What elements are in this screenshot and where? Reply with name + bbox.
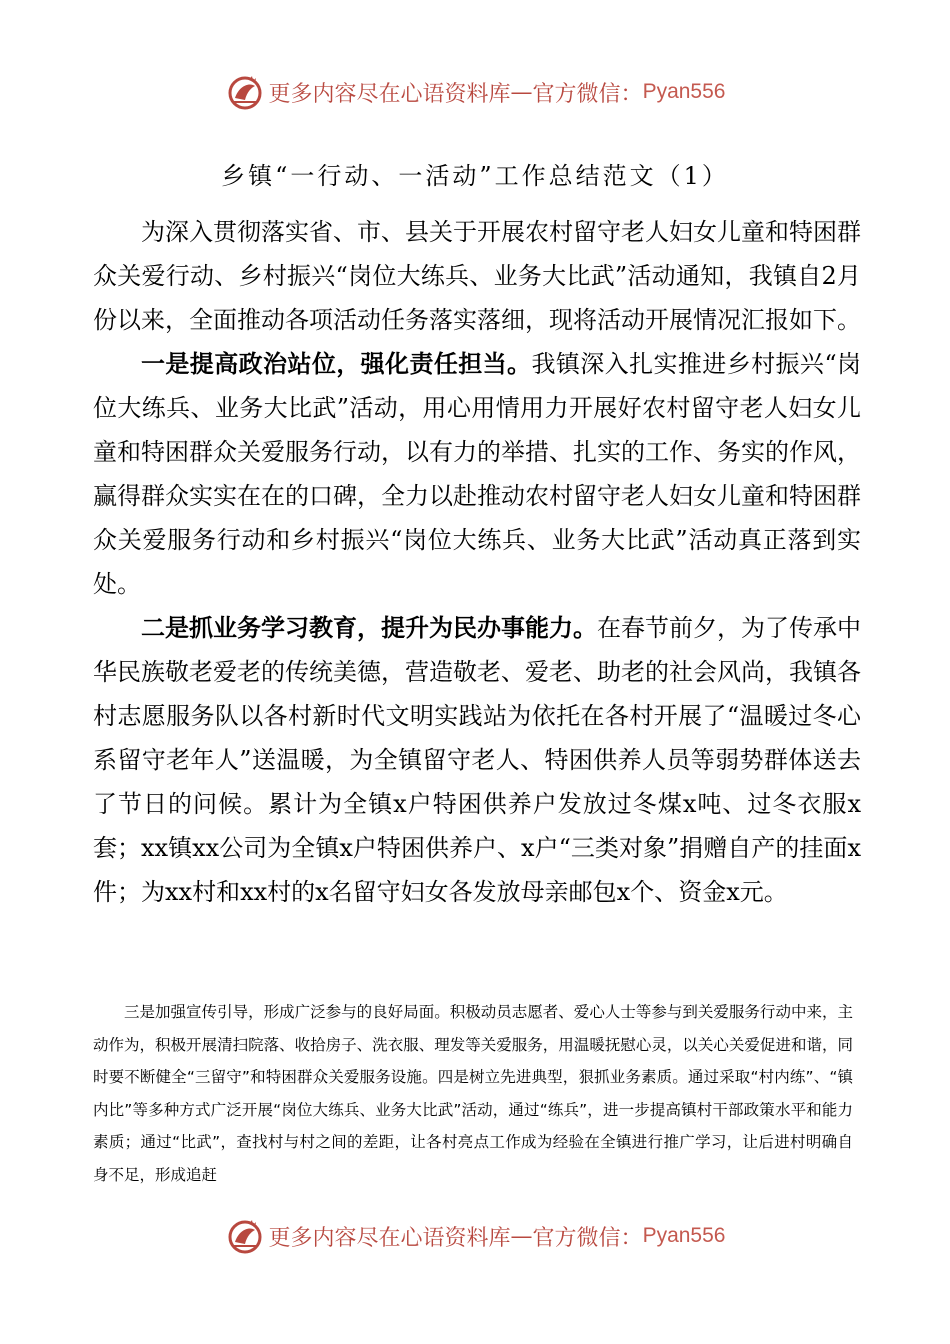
banner-separator: —: [510, 79, 533, 105]
footer-banner: [0, 1214, 950, 1258]
header-banner: [0, 70, 950, 114]
paragraph-text: 我镇深入扎实推进乡村振兴“岗位大练兵、业务大比武”活动，用心用情用力开展好农村留守老人妇女儿童和特困群众关爱服务行动，以有力的举措、扎实的工作、务实的作风，赢得群众实实在在的口碑，全力以赴推动农村留守老人妇女儿童和特困群众关爱服务行动和乡村振兴“岗位大练兵、业务大比武”活动真正落到实处。: [93, 350, 861, 598]
paragraph-two: [93, 606, 861, 914]
paragraph-text: 为深入贯彻落实省、市、县关于开展农村留守老人妇女儿童和特困群众关爱行动、乡村振兴“岗位大练兵、业务大比武”活动通知，我镇自2月份以来，全面推动各项活动任务落实落细，现将活动开展情况汇报如下。: [93, 218, 861, 334]
banner-text: 更多内容尽在心语资料库: [268, 1225, 511, 1251]
banner-wechat-id: Pyan556: [642, 80, 726, 103]
banner-text: 更多内容尽在心语资料库: [268, 81, 511, 107]
rooster-logo-icon: [225, 72, 265, 112]
paragraph-one: [93, 342, 861, 606]
banner-wechat-label: 官方微信：: [532, 1225, 643, 1251]
paragraph-text: 在春节前夕，为了传承中华民族敬老爱老的传统美德，营造敬老、爱老、助老的社会风尚，我镇各村志愿服务队以各村新时代文明实践站为依托在各村开展了“温暖过冬心系留守老年人”送温暖，为全镇留守老人、特困供养人员等弱势群体送去了节日的问候。累计为全镇x户特困供养户发放过冬煤x吨、过冬衣服x套；xx镇xx公司为全镇x户特困供养户、x户“三类对象”捐赠自产的挂面x件；为xx村和xx村的x名留守妇女各发放母亲邮包x个、资金x元。: [93, 614, 861, 906]
paragraph-intro: [93, 210, 861, 342]
rooster-logo-icon: [225, 1216, 265, 1256]
paragraph-lead: 二是抓业务学习教育，提升为民办事能力。: [141, 613, 597, 642]
document-title: 乡镇“一行动、一活动”工作总结范文（1）: [221, 162, 729, 190]
paragraph-lead: 一是提高政治站位，强化责任担当。: [141, 349, 532, 378]
paragraph-three-four: 三是加强宣传引导，形成广泛参与的良好局面。积极动员志愿者、爱心人士等参与到关爱服务行动中来，主动作为，积极开展清扫院落、收拾房子、洗衣服、理发等关爱服务，用温暖抚慰心灵，以关心关爱促进和谐，同时要不断健全“三留守”和特困群众关爱服务设施。四是树立先进典型，狠抓业务素质。通过采取“村内练”、“镇内比”等多种方式广泛开展“岗位大练兵、业务大比武”活动，通过“练兵”，进一步提高镇村干部政策水平和能力素质；通过“比武”，查找村与村之间的差距，让各村亮点工作成为经验在全镇进行推广学习，让后进村明确自身不足，形成追赶: [93, 1003, 853, 1184]
banner-wechat-label: 官方微信：: [532, 81, 643, 107]
banner-wechat-id: Pyan556: [642, 1224, 726, 1247]
document-body: [93, 210, 861, 914]
banner-separator: —: [510, 1223, 533, 1249]
